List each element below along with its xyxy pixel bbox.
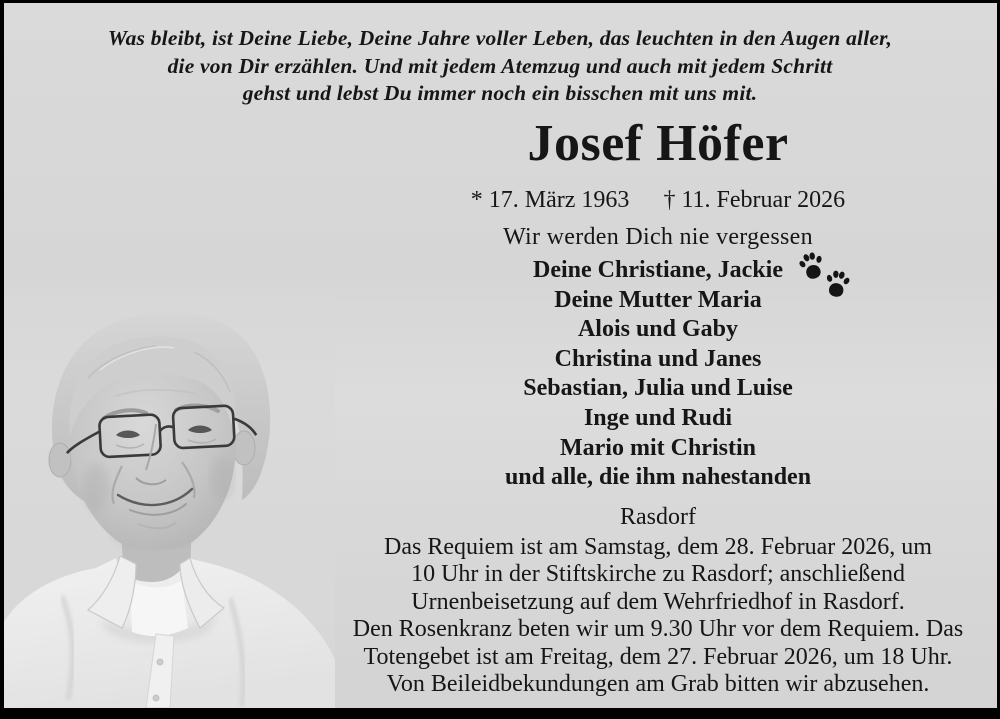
service-line: 10 Uhr in der Stiftskirche zu Rasdorf; anschließend — [411, 561, 905, 588]
life-dates — [316, 187, 1000, 214]
mourner-line: Mario mit Christin — [560, 434, 756, 461]
verse-line: gehst und lebst Du immer noch ein bisschen mit uns mit. — [242, 81, 758, 105]
mourner-line: Christina und Janes — [554, 345, 762, 372]
paw-prints-icon — [797, 250, 855, 304]
remembrance-line: Wir werden Dich nie vergessen — [503, 224, 813, 250]
mourners-list — [316, 256, 1000, 493]
death-date: † 11. Februar 2026 — [663, 187, 846, 213]
place-line: Rasdorf — [620, 504, 696, 530]
portrait-photo — [4, 296, 335, 708]
mourner-line: Deine Christiane, Jackie — [533, 257, 783, 283]
mourner-line: und alle, die ihm nahestanden — [504, 464, 812, 491]
frame-border-top — [0, 0, 1000, 3]
service-line: Den Rosenkranz beten wir um 9.30 Uhr vor dem Requiem. Das — [352, 616, 964, 643]
service-line: Von Beileidbekundungen am Grab bitten wir abzusehen. — [386, 671, 930, 698]
mourner-line: Deine Mutter Maria — [554, 286, 762, 313]
mourner-line: Alois und Gaby — [577, 316, 739, 343]
frame-border-bottom — [0, 708, 1000, 719]
service-line: Urnenbeisetzung auf dem Wehrfriedhof in Rasdorf. — [411, 588, 905, 615]
service-info — [316, 534, 1000, 698]
verse-line: die von Dir erzählen. Und mit jedem Atemzug und auch mit jedem Schritt — [167, 53, 833, 78]
service-line: Das Requiem ist am Samstag, dem 28. Februar 2026, um — [384, 534, 932, 560]
mourner-line: Inge und Rudi — [583, 404, 733, 431]
verse-line: Was bleibt, ist Deine Liebe, Deine Jahre voller Leben, das leuchten in den Augen aller, — [107, 26, 893, 50]
deceased-name: Josef Höfer — [527, 115, 789, 172]
birth-date: * 17. März 1963 — [470, 187, 630, 213]
service-line: Totengebet ist am Freitag, dem 27. Februar 2026, um 18 Uhr. — [363, 643, 953, 670]
mourner-line: Sebastian, Julia und Luise — [523, 375, 793, 402]
memorial-verse — [0, 25, 1000, 108]
